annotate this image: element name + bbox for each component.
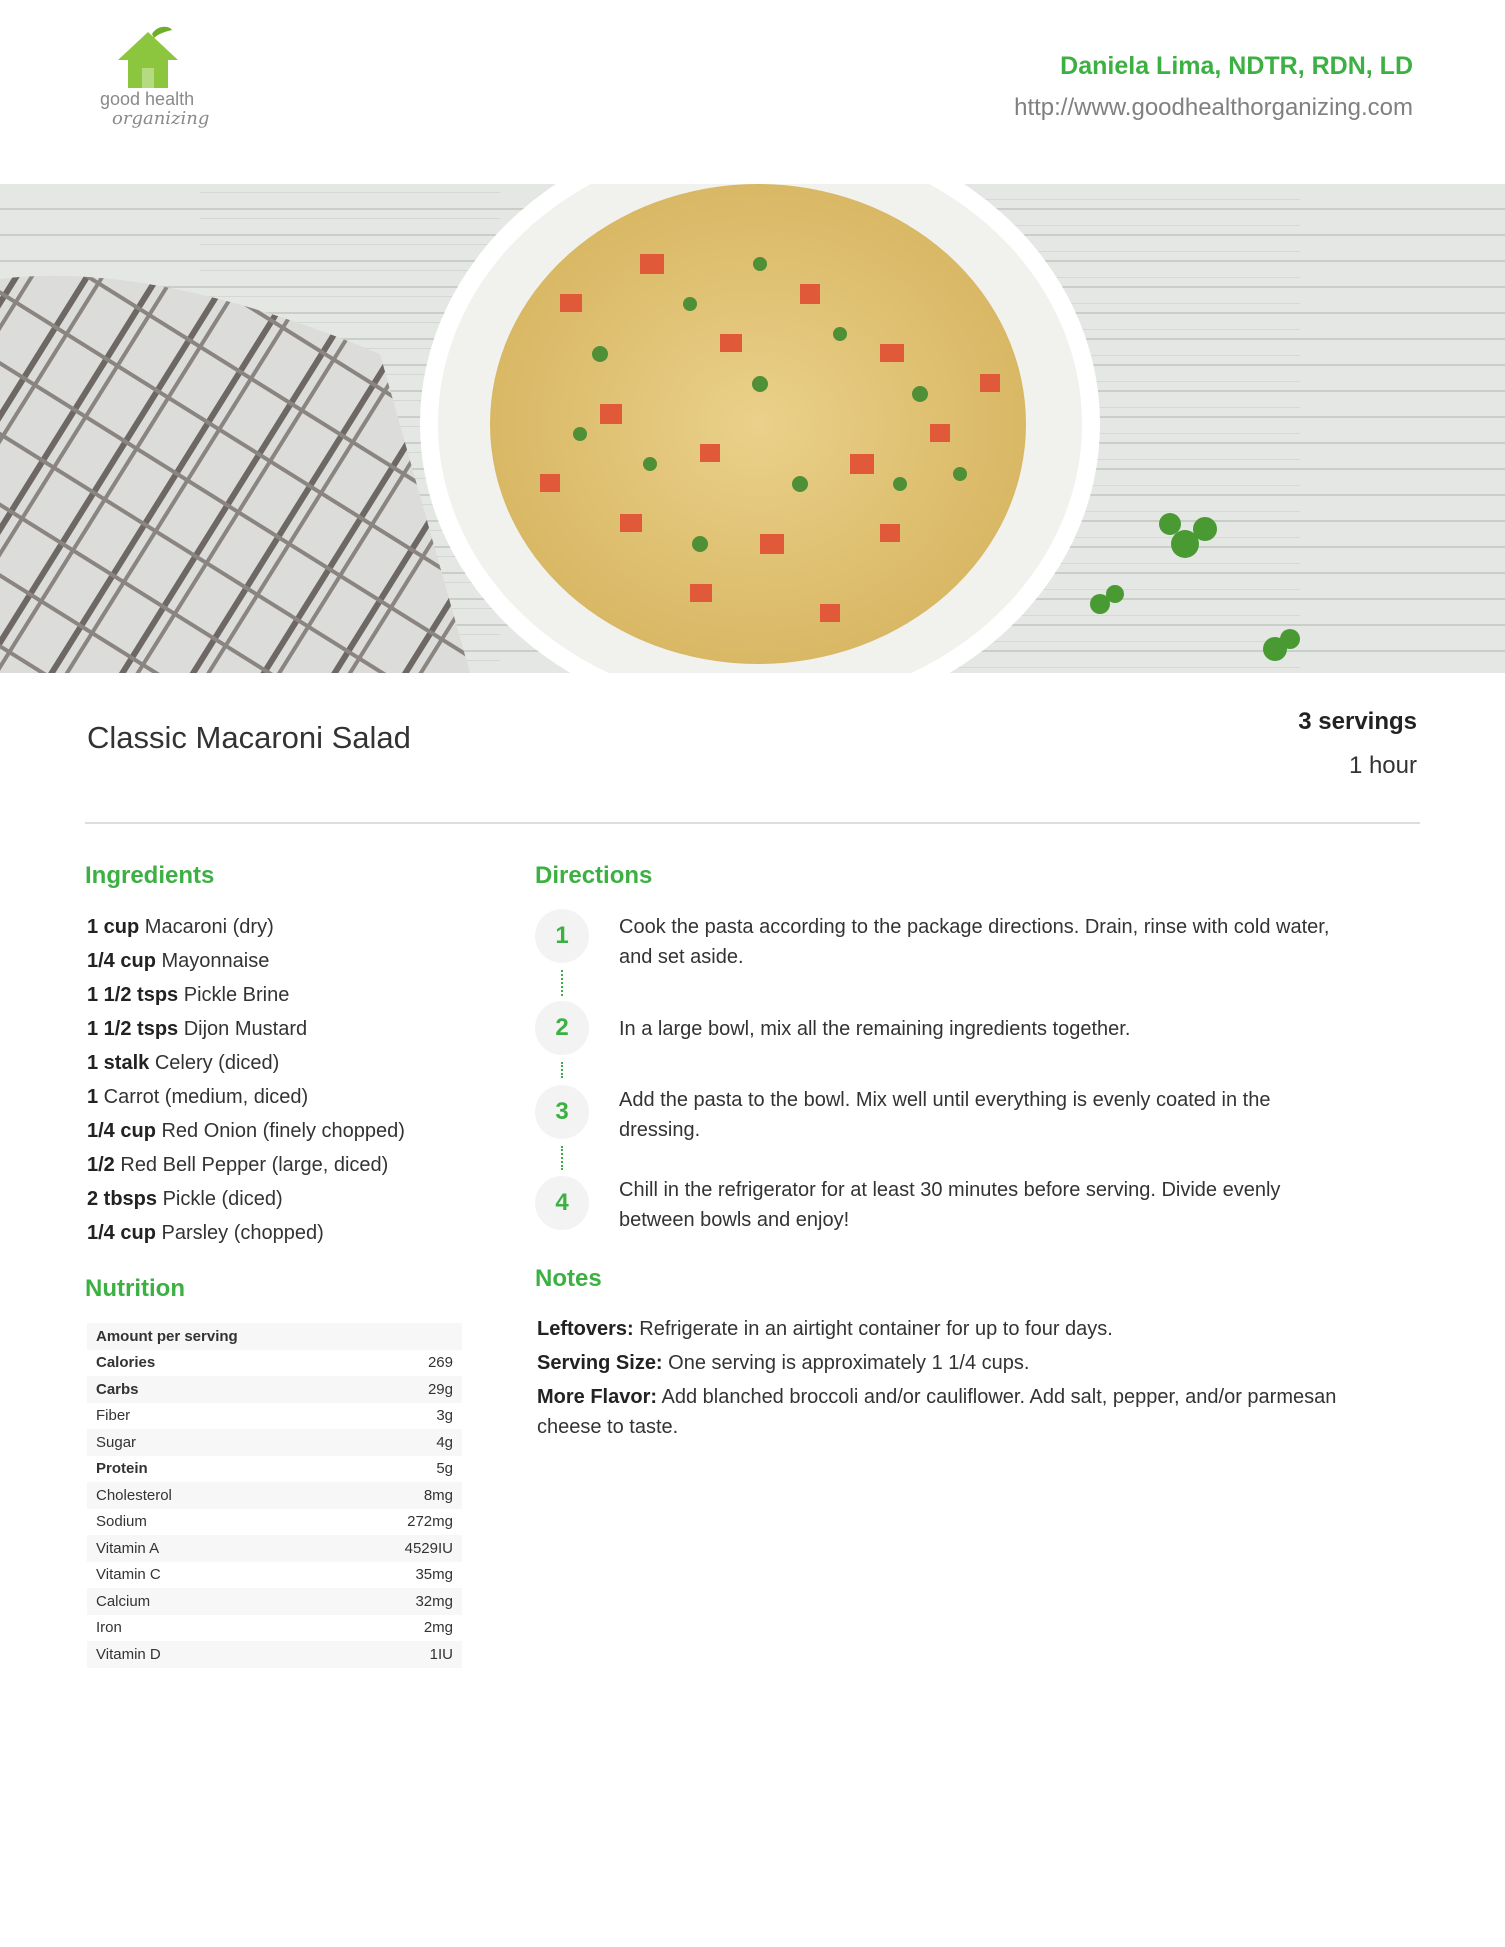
nutrient-value: 29g: [307, 1376, 462, 1403]
ingredient-qty: 2 tbsps: [87, 1188, 158, 1210]
recipe-title: Classic Macaroni Salad: [87, 720, 411, 755]
ingredient-qty: 1/2: [87, 1154, 115, 1176]
ingredient-item: [87, 980, 507, 1014]
ingredient-name: Celery (diced): [149, 1052, 280, 1074]
nutrient-value: 4529IU: [307, 1535, 462, 1562]
nutrient-value: 8mg: [307, 1482, 462, 1509]
note-item: [537, 1348, 1337, 1378]
nutrient-label: Sodium: [96, 1513, 147, 1531]
note-label: More Flavor:: [537, 1386, 658, 1408]
hero-photo: [0, 184, 1505, 673]
ingredient-item: [87, 1218, 507, 1252]
nutrient-value: 5g: [436, 1460, 453, 1478]
note-item: [537, 1382, 1337, 1442]
ingredient-qty: 1/4 cup: [87, 950, 156, 972]
ingredient-qty: 1/4 cup: [87, 1222, 156, 1244]
ingredient-qty: 1 stalk: [87, 1052, 150, 1074]
logo-wordmark: [100, 90, 230, 128]
ingredient-name: Red Onion (finely chopped): [155, 1120, 405, 1142]
ingredient-qty: 1 cup: [87, 916, 140, 938]
nutrient-label: Vitamin C: [96, 1566, 161, 1584]
step-text: In a large bowl, mix all the remaining ingredients together.: [619, 1018, 1131, 1040]
nutrient-label: Calcium: [87, 1588, 307, 1615]
nutrition-table: [87, 1323, 462, 1668]
step-connector: [561, 970, 563, 996]
nutrition-row: [87, 1482, 462, 1509]
ingredient-qty: 1: [87, 1086, 99, 1108]
directions-heading: Directions: [535, 862, 653, 889]
ingredient-item: [87, 1048, 507, 1082]
nutrient-value: 3g: [436, 1407, 453, 1425]
ingredient-name: Pickle (diced): [157, 1188, 283, 1210]
step-number: 3: [535, 1085, 589, 1139]
nutrition-row: [87, 1535, 462, 1562]
nutrient-value: 4g: [307, 1429, 462, 1456]
step-number: 1: [535, 909, 589, 963]
ingredient-item: [87, 1150, 507, 1184]
nutrition-row: [87, 1615, 462, 1642]
step-text: Add the pasta to the bowl. Mix well until everything is evenly coated in the dressing.: [619, 1089, 1271, 1141]
nutrient-value: 2mg: [423, 1619, 453, 1637]
nutrient-value: 269: [427, 1354, 453, 1372]
step-number: 4: [535, 1176, 589, 1230]
section-divider: [85, 822, 1420, 824]
ingredient-item: [87, 912, 507, 946]
nutrient-label: Protein: [96, 1460, 148, 1478]
logo-line-2: organizing: [112, 108, 210, 129]
note-text: Add blanched broccoli and/or cauliflower. Add salt, pepper, and/or parmesan cheese to taste.: [537, 1386, 1337, 1438]
total-time: 1 hour: [1348, 752, 1417, 779]
nutrient-value: 272mg: [407, 1513, 453, 1531]
nutrition-row: [87, 1350, 462, 1377]
note-text: Refrigerate in an airtight container for up to four days.: [633, 1318, 1113, 1340]
nutrient-label: Calories: [96, 1354, 156, 1372]
step-connector: [561, 1146, 563, 1170]
ingredient-qty: 1/4 cup: [87, 1120, 156, 1142]
nutrient-label: Vitamin D: [87, 1641, 307, 1668]
nutrient-value: 35mg: [415, 1566, 453, 1584]
notes-body: [537, 1314, 1337, 1446]
nutrient-label: Iron: [96, 1619, 122, 1637]
ingredient-item: [87, 1082, 507, 1116]
nutrient-label: Vitamin A: [87, 1535, 307, 1562]
ingredient-item: [87, 946, 507, 980]
notes-heading: Notes: [535, 1265, 602, 1292]
nutrient-value: 32mg: [307, 1588, 462, 1615]
step-connector: [561, 1062, 563, 1078]
nutrition-row: [87, 1562, 462, 1589]
ingredient-item: [87, 1116, 507, 1150]
nutrition-heading: Nutrition: [85, 1275, 185, 1302]
ingredient-qty: 1 1/2 tsps: [87, 1018, 179, 1040]
nutrition-row: [87, 1588, 462, 1615]
nutrient-label: Cholesterol: [87, 1482, 307, 1509]
macaroni-salad-photo: [0, 184, 1505, 673]
servings-count: 3 servings: [1298, 708, 1417, 735]
nutrition-row: [87, 1429, 462, 1456]
ingredient-item: [87, 1184, 507, 1218]
ingredient-name: Red Bell Pepper (large, diced): [114, 1154, 389, 1176]
ingredient-name: Mayonnaise: [155, 950, 270, 972]
website-link[interactable]: http://www.goodhealthorganizing.com: [1014, 94, 1413, 121]
ingredient-name: Parsley (chopped): [155, 1222, 324, 1244]
ingredient-name: Carrot (medium, diced): [98, 1086, 309, 1108]
note-item: [537, 1314, 1337, 1344]
ingredient-item: [87, 1014, 507, 1048]
logo-line-1: good health: [100, 89, 195, 109]
ingredient-qty: 1 1/2 tsps: [87, 984, 179, 1006]
nutrition-row: [87, 1641, 462, 1668]
nutrient-value: 1IU: [307, 1641, 462, 1668]
nutrition-row: [87, 1403, 462, 1430]
note-label: Serving Size:: [537, 1352, 663, 1374]
note-label: Leftovers:: [537, 1318, 634, 1340]
step-text: Chill in the refrigerator for at least 30 minutes before serving. Divide evenly between bowls and enjoy!: [619, 1179, 1281, 1231]
house-leaf-icon: [88, 26, 218, 96]
nutrient-label: Carbs: [87, 1376, 307, 1403]
ingredient-name: Macaroni (dry): [139, 916, 274, 938]
nutrition-row: [87, 1456, 462, 1483]
nutrition-header-row: [87, 1323, 462, 1350]
ingredient-name: Dijon Mustard: [178, 1018, 308, 1040]
note-text: One serving is approximately 1 1/4 cups.: [662, 1352, 1030, 1374]
brand-logo: [88, 26, 218, 146]
step-number: 2: [535, 1001, 589, 1055]
nutrient-label: Sugar: [87, 1429, 307, 1456]
nutrition-row: [87, 1376, 462, 1403]
nutrient-label: Fiber: [96, 1407, 131, 1425]
author-name: Daniela Lima, NDTR, RDN, LD: [1060, 52, 1413, 80]
step-text: Cook the pasta according to the package directions. Drain, rinse with cold water, and set aside.: [619, 916, 1330, 968]
ingredients-heading: Ingredients: [85, 862, 215, 889]
ingredients-list: [87, 912, 507, 1252]
ingredient-name: Pickle Brine: [178, 984, 290, 1006]
nutrition-row: [87, 1509, 462, 1536]
nutrition-header: Amount per serving: [87, 1323, 462, 1350]
